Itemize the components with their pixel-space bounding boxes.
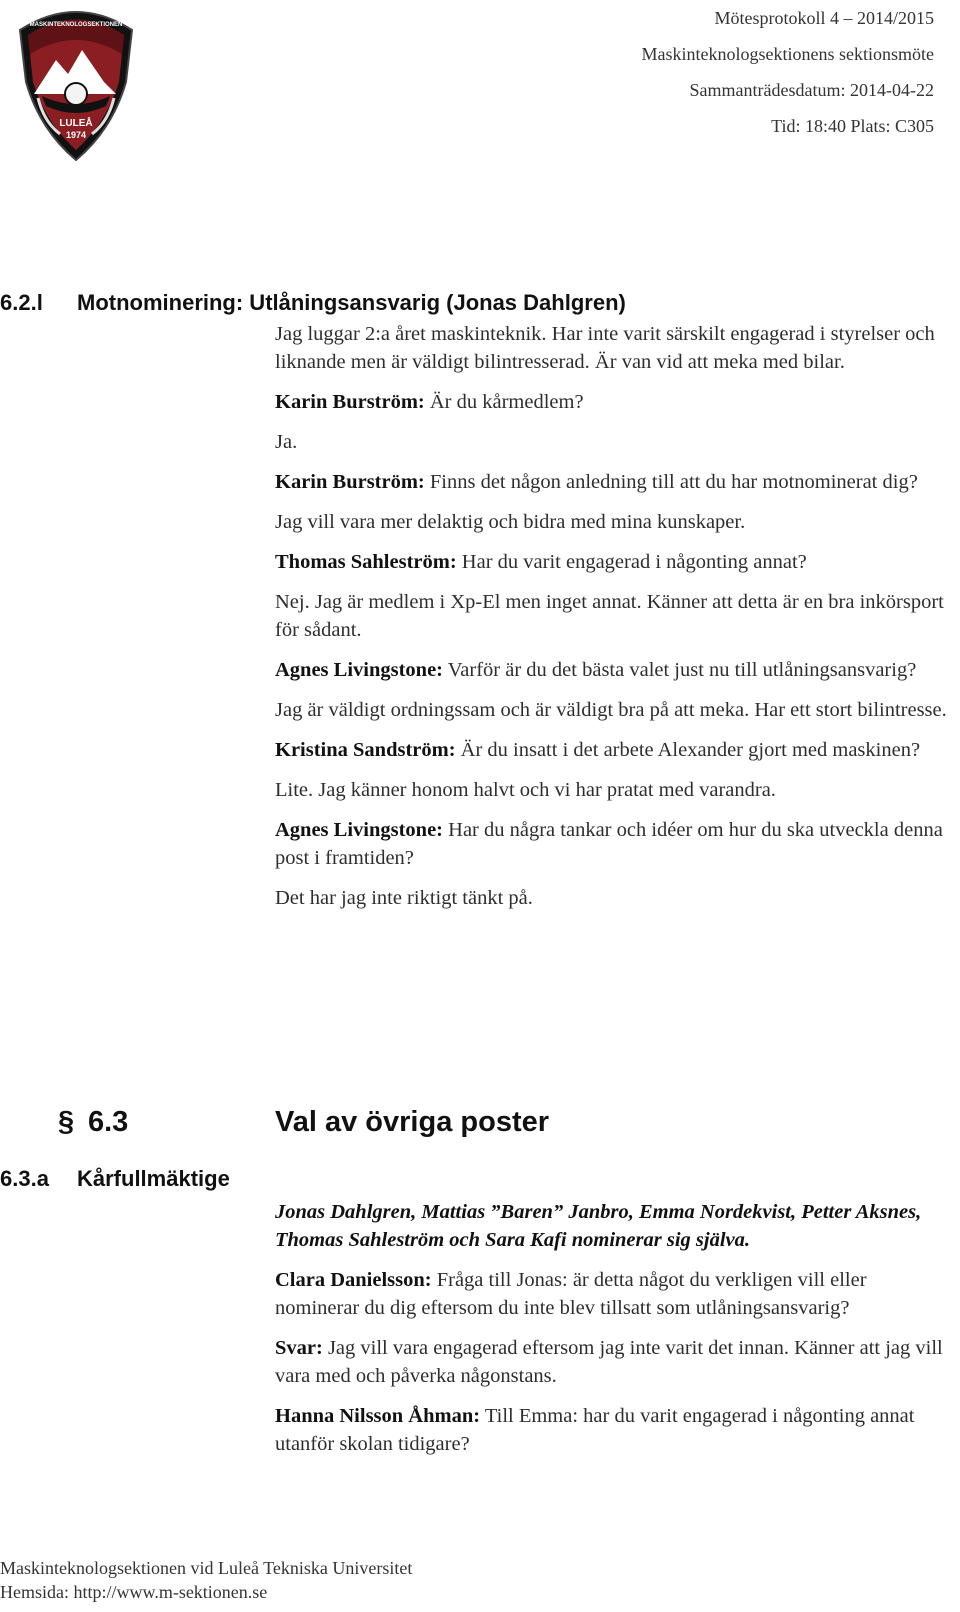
paragraph: Clara Danielsson: Fråga till Jonas: är detta något du verkligen vill eller nominerar du dig eftersom du inte blev tillsatt som utlåningsansvarig? (275, 1269, 867, 1319)
speaker-name: Hanna Nilsson Åhman: (275, 1405, 481, 1427)
section-symbol: § (58, 1106, 75, 1138)
meeting-date: Sammanträdesdatum: 2014-04-22 (689, 80, 934, 100)
footer-website: Hemsida: http://www.m-sektionen.se (0, 1582, 268, 1602)
meeting-name: Maskinteknologsektionens sektionsmöte (641, 44, 934, 64)
speaker-name: Clara Danielsson: (275, 1269, 432, 1291)
meeting-time-place: Tid: 18:40 Plats: C305 (771, 116, 934, 136)
nomination-statement: Jonas Dahlgren, Mattias ”Baren” Janbro, Emma Nordekvist, Petter Aksnes, Thomas Sahleström och Sara Kafi nominerar sig själva. (275, 1201, 922, 1251)
document-footer (0, 1556, 412, 1604)
logo-year: 1974 (65, 130, 87, 140)
heading-title: Val av övriga poster (275, 1106, 550, 1138)
paragraph: Jag vill vara mer delaktig och bidra med mina kunskaper. (275, 511, 746, 533)
section-6-2-l-body (275, 320, 955, 924)
paragraph: Karin Burström: Är du kårmedlem? (275, 391, 584, 413)
paragraph: Jag är väldigt ordningssam och är väldigt bra på att meka. Har ett stort bilintresse. (275, 699, 947, 721)
speaker-name: Svar: (275, 1337, 323, 1359)
heading-6-3 (58, 1106, 549, 1139)
paragraph: Lite. Jag känner honom halvt och vi har pratat med varandra. (275, 779, 776, 801)
paragraph: Det har jag inte riktigt tänkt på. (275, 887, 533, 909)
speaker-name: Karin Burström: (275, 391, 425, 413)
paragraph: Agnes Livingstone: Varför är du det bästa valet just nu till utlåningsansvarig? (275, 659, 917, 681)
paragraph: Nej. Jag är medlem i Xp-El men inget annat. Känner att detta är en bra inkörsport för sådant. (275, 591, 944, 641)
logo-top-text: MASKINTEKNOLOGSEKTIONEN (29, 22, 123, 28)
paragraph: Kristina Sandström: Är du insatt i det arbete Alexander gjort med maskinen? (275, 739, 921, 761)
document-header (642, 0, 934, 144)
speaker-name: Agnes Livingstone: (275, 819, 444, 841)
paragraph: Svar: Jag vill vara engagerad eftersom jag inte varit det innan. Känner att jag vill vara med och påverka någonstans. (275, 1337, 943, 1387)
speaker-name: Thomas Sahleström: (275, 551, 457, 573)
paragraph: Karin Burström: Finns det någon anledning till att du har motnominerat dig? (275, 471, 918, 493)
heading-6-2-l (0, 290, 626, 316)
speaker-name: Karin Burström: (275, 471, 425, 493)
footer-organisation: Maskinteknologsektionen vid Luleå Tekniska Universitet (0, 1558, 413, 1578)
speaker-name: Kristina Sandström: (275, 739, 456, 761)
heading-title: Motnominering: Utlåningsansvarig (Jonas Dahlgren) (77, 290, 626, 315)
paragraph: Hanna Nilsson Åhman: Till Emma: har du varit engagerad i någonting annat utanför skolan tidigare? (275, 1405, 915, 1455)
heading-number: 6.3 (88, 1106, 129, 1138)
heading-number: 6.3.a (0, 1166, 49, 1191)
paragraph: Agnes Livingstone: Har du några tankar och idéer om hur du ska utveckla denna post i framtiden? (275, 819, 943, 869)
heading-title: Kårfullmäktige (77, 1166, 230, 1191)
heading-number: 6.2.l (0, 290, 43, 315)
paragraph: Ja. (275, 431, 298, 453)
heading-6-3-a (0, 1166, 230, 1192)
paragraph: Thomas Sahleström: Har du varit engagerad i någonting annat? (275, 551, 807, 573)
logo-city: LULEÅ (59, 118, 93, 129)
section-logo (12, 2, 140, 164)
protocol-title: Mötesprotokoll 4 – 2014/2015 (714, 8, 934, 28)
paragraph: Jag luggar 2:a året maskinteknik. Har inte varit särskilt engagerad i styrelser och liknande men är väldigt bilintresserad. Är van vid att meka med bilar. (275, 323, 935, 373)
section-6-3-a-body (275, 1198, 955, 1470)
speaker-name: Agnes Livingstone: (275, 659, 444, 681)
